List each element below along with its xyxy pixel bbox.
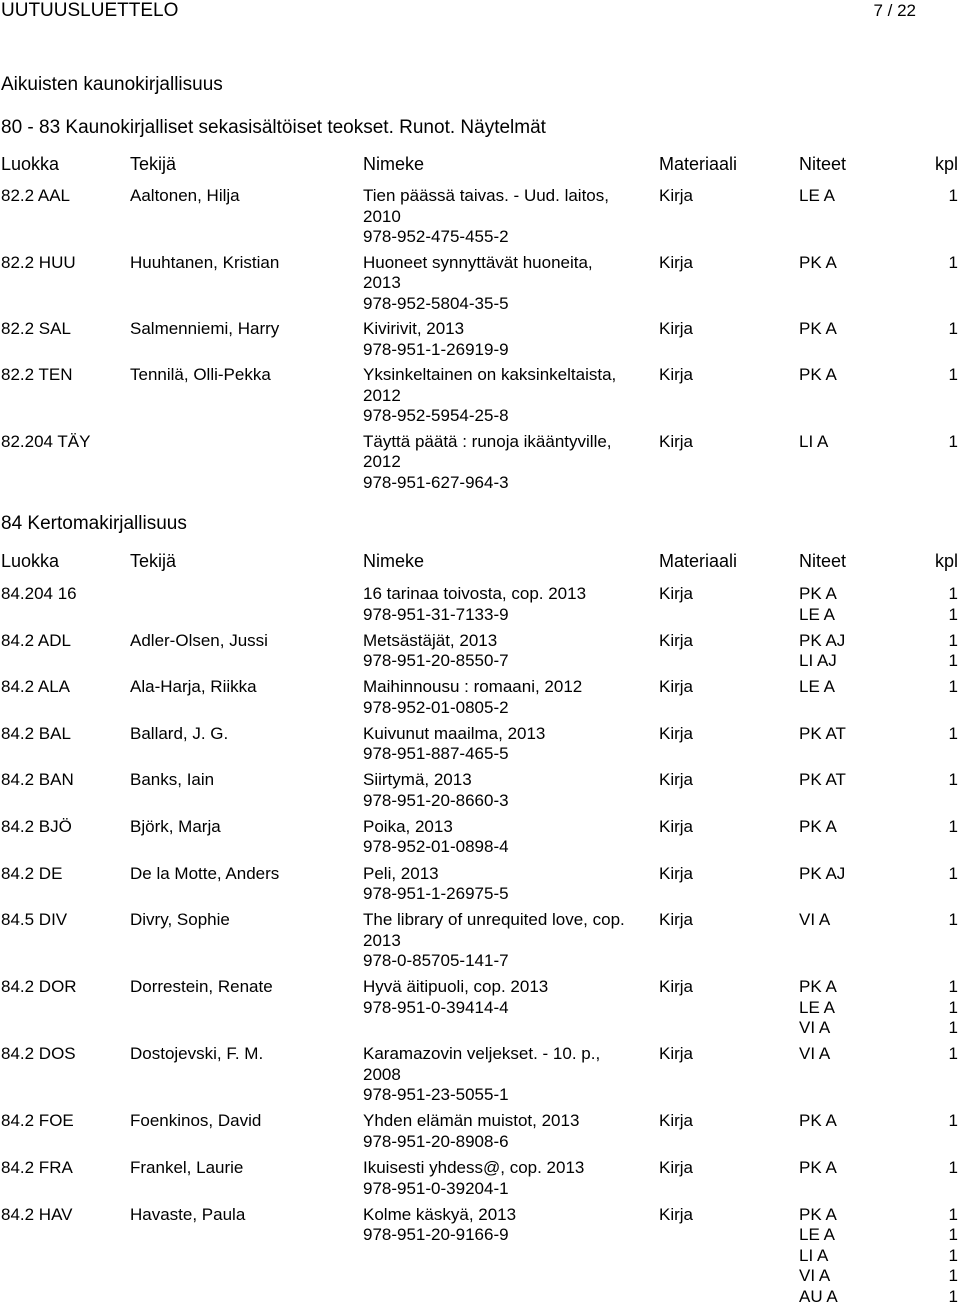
- catalog-row: [0, 631, 960, 678]
- catalog-row: [0, 365, 960, 432]
- material-cell: Kirja: [659, 186, 694, 205]
- luokka-cell: 84.2 BAL: [1, 723, 71, 743]
- copy-count: 1: [948, 1111, 958, 1131]
- title-cell: [363, 1044, 653, 1106]
- material-cell: Kirja: [659, 770, 694, 790]
- catalog-row: [0, 677, 960, 724]
- title-line: Poika, 2013: [363, 816, 453, 836]
- niteet-cell: [799, 1205, 838, 1308]
- title-line: Siirtymä, 2013: [363, 770, 472, 790]
- luokka-cell: 84.2 DE: [1, 863, 63, 883]
- catalog-row: [0, 724, 960, 771]
- column-header-luokka: Luokka: [1, 551, 60, 571]
- luokka-cell: 82.2 SAL: [1, 319, 71, 338]
- isbn: 978-0-85705-141-7: [363, 951, 509, 971]
- column-header-materiaali: Materiaali: [659, 551, 738, 571]
- copy-location: PK A: [799, 1158, 837, 1178]
- copy-location: LE A: [799, 677, 835, 697]
- title-line: Peli, 2013: [363, 863, 439, 883]
- author-cell: Huuhtanen, Kristian: [130, 252, 280, 272]
- material-cell: Kirja: [659, 1044, 694, 1064]
- title-line: 16 tarinaa toivosta, cop. 2013: [363, 584, 587, 603]
- title-line: Kuivunut maailma, 2013: [363, 723, 546, 743]
- copy-count: 1: [948, 1158, 958, 1178]
- kpl-cell: [949, 1044, 958, 1065]
- copy-location: PK A: [799, 252, 837, 272]
- copy-location: VI A: [799, 1044, 831, 1064]
- kpl-cell: [949, 432, 958, 453]
- kpl-cell: [949, 864, 958, 885]
- title-cell: [363, 910, 653, 972]
- section-title-80-83: 80 - 83 Kaunokirjalliset sekasisältöiset teokset. Runot. Näytelmät: [1, 117, 546, 138]
- title-line: Maihinnousu : romaani, 2012: [363, 677, 583, 697]
- author-cell: Tennilä, Olli-Pekka: [130, 365, 271, 384]
- title-cell: [363, 584, 653, 625]
- niteet-cell: [799, 677, 835, 698]
- niteet-cell: [799, 864, 845, 885]
- title-cell: [363, 864, 653, 905]
- kpl-cell: [949, 186, 958, 207]
- isbn: 978-951-20-8550-7: [363, 651, 509, 671]
- column-header-tekija: Tekijä: [130, 551, 177, 571]
- title-line: Yksinkeltainen on kaksinkeltaista,: [363, 365, 617, 384]
- kpl-cell: [949, 631, 958, 672]
- material-cell: Kirja: [659, 630, 694, 650]
- copy-location: LI AJ: [799, 651, 837, 671]
- isbn: 978-951-20-8660-3: [363, 790, 509, 810]
- title-line: Metsästäjät, 2013: [363, 630, 498, 650]
- isbn: 978-951-20-8908-6: [363, 1131, 509, 1151]
- copy-count: 1: [948, 604, 958, 624]
- column-header-nimeke: Nimeke: [363, 551, 425, 571]
- title-cell: [363, 724, 653, 765]
- luokka-cell: 82.204 TÄY: [1, 431, 91, 451]
- author-cell: Frankel, Laurie: [130, 1158, 244, 1178]
- title-line: Yhden elämän muistot, 2013: [363, 1111, 580, 1131]
- title-cell: [363, 631, 653, 672]
- title-line: 2010: [363, 206, 401, 226]
- luokka-cell: 84.5 DIV: [1, 910, 68, 930]
- niteet-cell: [799, 631, 845, 672]
- title-line: The library of unrequited love, cop.: [363, 910, 625, 930]
- copy-location: PK A: [799, 1111, 837, 1131]
- copy-count: 1: [948, 252, 958, 272]
- kpl-cell: [949, 253, 958, 274]
- copy-location: VI A: [799, 910, 831, 930]
- column-header-nimeke: Nimeke: [363, 154, 425, 174]
- material-cell: Kirja: [659, 365, 694, 384]
- catalog-row: [0, 432, 960, 499]
- copy-count: 1: [948, 1225, 958, 1245]
- copy-count: 1: [948, 1245, 958, 1265]
- copy-count: 1: [948, 677, 958, 697]
- author-cell: Foenkinos, David: [130, 1111, 262, 1131]
- copy-count: 1: [948, 910, 958, 930]
- material-cell: Kirja: [659, 319, 694, 338]
- kpl-cell: [949, 724, 958, 745]
- column-header-niteet: Niteet: [799, 551, 847, 571]
- author-cell: Banks, Iain: [130, 770, 215, 790]
- copy-location: PK AT: [799, 723, 846, 743]
- copy-location: PK A: [799, 365, 837, 384]
- niteet-cell: [799, 186, 835, 207]
- copy-location: PK A: [799, 816, 837, 836]
- luokka-cell: 82.2 TEN: [1, 365, 73, 384]
- niteet-cell: [799, 584, 837, 625]
- title-line: 2012: [363, 452, 401, 471]
- copy-count: 1: [948, 816, 958, 836]
- isbn: 978-951-20-9166-9: [363, 1225, 509, 1245]
- title-cell: [363, 770, 653, 811]
- copy-location: PK AJ: [799, 630, 846, 650]
- catalog-row: [0, 584, 960, 631]
- author-cell: De la Motte, Anders: [130, 863, 280, 883]
- niteet-cell: [799, 770, 846, 791]
- title-line: 2008: [363, 1064, 401, 1084]
- author-cell: Havaste, Paula: [130, 1204, 246, 1224]
- title-line: Ikuisesti yhdess@, cop. 2013: [363, 1158, 585, 1178]
- niteet-cell: [799, 724, 846, 745]
- copy-count: 1: [948, 1018, 958, 1038]
- luokka-cell: 82.2 HUU: [1, 252, 76, 272]
- copy-count: 1: [948, 997, 958, 1017]
- catalog-row: [0, 186, 960, 253]
- material-cell: Kirja: [659, 252, 694, 272]
- kpl-cell: [949, 770, 958, 791]
- title-cell: [363, 365, 653, 427]
- author-cell: Ala-Harja, Riikka: [130, 677, 257, 697]
- section-title-84: 84 Kertomakirjallisuus: [1, 513, 187, 534]
- kpl-cell: [949, 584, 958, 625]
- kpl-cell: [949, 1205, 958, 1308]
- kpl-cell: [949, 910, 958, 931]
- copy-location: PK A: [799, 1204, 837, 1224]
- luokka-cell: 84.2 ALA: [1, 677, 71, 697]
- luokka-cell: 84.2 BAN: [1, 770, 74, 790]
- niteet-cell: [799, 1158, 837, 1179]
- luokka-cell: 84.2 HAV: [1, 1204, 73, 1224]
- column-header-luokka: Luokka: [1, 154, 60, 174]
- title-line: 2012: [363, 385, 401, 405]
- material-cell: Kirja: [659, 910, 694, 930]
- material-cell: Kirja: [659, 677, 694, 697]
- kpl-cell: [949, 677, 958, 698]
- copy-count: 1: [948, 431, 958, 451]
- copy-location: VI A: [799, 1266, 831, 1286]
- title-line: 2013: [363, 930, 401, 950]
- title-cell: [363, 817, 653, 858]
- niteet-cell: [799, 977, 837, 1039]
- title-line: Kolme käskyä, 2013: [363, 1204, 517, 1224]
- copy-count: 1: [948, 365, 958, 384]
- copy-count: 1: [948, 863, 958, 883]
- catalog-row: [0, 977, 960, 1044]
- title-cell: [363, 1205, 653, 1246]
- copy-count: 1: [948, 1286, 958, 1306]
- isbn: 978-951-887-465-5: [363, 744, 509, 764]
- title-line: Karamazovin veljekset. - 10. p.,: [363, 1044, 601, 1064]
- document-title: UUTUUSLUETTELO: [1, 0, 179, 21]
- kpl-cell: [949, 817, 958, 838]
- copy-location: PK AJ: [799, 863, 846, 883]
- material-cell: Kirja: [659, 816, 694, 836]
- author-cell: Ballard, J. G.: [130, 723, 229, 743]
- niteet-cell: [799, 817, 837, 838]
- luokka-cell: 84.2 DOR: [1, 977, 77, 997]
- author-cell: Dorrestein, Renate: [130, 977, 273, 997]
- column-header-materiaali: Materiaali: [659, 154, 738, 174]
- copy-location: LE A: [799, 604, 835, 624]
- author-cell: Björk, Marja: [130, 816, 221, 836]
- title-line: 2013: [363, 273, 401, 292]
- copy-location: LE A: [799, 186, 835, 205]
- luokka-cell: 82.2 AAL: [1, 186, 71, 205]
- isbn: 978-951-1-26975-5: [363, 884, 509, 904]
- isbn: 978-951-0-39414-4: [363, 997, 509, 1017]
- title-cell: [363, 677, 653, 718]
- luokka-cell: 84.2 FOE: [1, 1111, 74, 1131]
- luokka-cell: 84.2 ADL: [1, 630, 71, 650]
- title-cell: [363, 977, 653, 1018]
- copy-count: 1: [948, 770, 958, 790]
- column-header-tekija: Tekijä: [130, 154, 177, 174]
- isbn: 978-952-5804-35-5: [363, 293, 509, 313]
- section-0-rows: [0, 186, 960, 498]
- kpl-cell: [949, 1111, 958, 1132]
- catalog-row: [0, 817, 960, 864]
- isbn: 978-951-0-39204-1: [363, 1178, 509, 1198]
- niteet-cell: [799, 253, 837, 274]
- section-1-rows: [0, 584, 960, 1313]
- author-cell: Dostojevski, F. M.: [130, 1044, 264, 1064]
- title-line: Tien päässä taivas. - Uud. laitos,: [363, 186, 609, 205]
- luokka-cell: 84.204 16: [1, 584, 77, 603]
- catalog-row: [0, 319, 960, 365]
- isbn: 978-952-01-0805-2: [363, 697, 509, 717]
- copy-location: PK A: [799, 319, 837, 338]
- isbn: 978-952-5954-25-8: [363, 406, 509, 425]
- material-cell: Kirja: [659, 1111, 694, 1131]
- isbn: 978-952-01-0898-4: [363, 837, 509, 857]
- material-cell: Kirja: [659, 431, 694, 451]
- niteet-cell: [799, 910, 830, 931]
- title-line: Huoneet synnyttävät huoneita,: [363, 252, 593, 272]
- author-cell: Divry, Sophie: [130, 910, 230, 930]
- copy-location: PK A: [799, 977, 837, 997]
- copy-location: LI A: [799, 431, 829, 451]
- kpl-cell: [949, 365, 958, 386]
- author-cell: Salmenniemi, Harry: [130, 319, 280, 338]
- copy-count: 1: [948, 977, 958, 997]
- copy-location: PK A: [799, 584, 837, 603]
- page-header: [0, 0, 960, 22]
- main-heading: Aikuisten kaunokirjallisuus: [1, 74, 223, 95]
- kpl-cell: [949, 319, 958, 340]
- niteet-cell: [799, 1044, 830, 1065]
- copy-location: VI A: [799, 1018, 831, 1038]
- luokka-cell: 84.2 DOS: [1, 1044, 76, 1064]
- catalog-row: [0, 253, 960, 320]
- niteet-cell: [799, 319, 837, 340]
- luokka-cell: 84.2 BJÖ: [1, 816, 72, 836]
- isbn: 978-951-1-26919-9: [363, 339, 509, 359]
- copy-location: AU A: [799, 1286, 838, 1306]
- title-cell: [363, 1158, 653, 1199]
- column-header-niteet: Niteet: [799, 154, 847, 174]
- title-cell: [363, 186, 653, 248]
- catalog-row: [0, 1044, 960, 1111]
- copy-location: PK AT: [799, 770, 846, 790]
- author-cell: Aaltonen, Hilja: [130, 186, 240, 205]
- copy-count: 1: [948, 630, 958, 650]
- title-cell: [363, 432, 653, 494]
- material-cell: Kirja: [659, 977, 694, 997]
- copy-count: 1: [948, 584, 958, 603]
- title-cell: [363, 1111, 653, 1152]
- copy-count: 1: [948, 651, 958, 671]
- niteet-cell: [799, 1111, 837, 1132]
- material-cell: Kirja: [659, 863, 694, 883]
- column-header-row: [0, 153, 960, 175]
- title-line: Hyvä äitipuoli, cop. 2013: [363, 977, 549, 997]
- title-line: Täyttä päätä : runoja ikääntyville,: [363, 431, 612, 451]
- material-cell: Kirja: [659, 1158, 694, 1178]
- isbn: 978-952-475-455-2: [363, 227, 509, 246]
- material-cell: Kirja: [659, 723, 694, 743]
- column-header-kpl: kpl: [934, 154, 958, 174]
- title-cell: [363, 253, 653, 315]
- isbn: 978-951-627-964-3: [363, 472, 509, 492]
- catalog-row: [0, 770, 960, 817]
- isbn: 978-951-31-7133-9: [363, 604, 509, 624]
- kpl-cell: [949, 1158, 958, 1179]
- copy-location: LE A: [799, 997, 835, 1017]
- page-number: 7 / 22: [873, 1, 916, 20]
- kpl-cell: [949, 977, 958, 1039]
- copy-count: 1: [948, 723, 958, 743]
- copy-location: LI A: [799, 1245, 829, 1265]
- copy-count: 1: [948, 1204, 958, 1224]
- niteet-cell: [799, 432, 828, 453]
- column-header-row: [0, 550, 960, 572]
- column-header-kpl: kpl: [934, 551, 958, 571]
- luokka-cell: 84.2 FRA: [1, 1158, 73, 1178]
- copy-count: 1: [948, 319, 958, 338]
- copy-count: 1: [948, 186, 958, 205]
- copy-count: 1: [948, 1266, 958, 1286]
- title-cell: [363, 319, 653, 360]
- niteet-cell: [799, 365, 837, 386]
- copy-location: LE A: [799, 1225, 835, 1245]
- catalog-row: [0, 910, 960, 977]
- material-cell: Kirja: [659, 1204, 694, 1224]
- catalog-row: [0, 1205, 960, 1313]
- material-cell: Kirja: [659, 584, 694, 603]
- catalog-row: [0, 864, 960, 911]
- author-cell: Adler-Olsen, Jussi: [130, 630, 268, 650]
- copy-count: 1: [948, 1044, 958, 1064]
- isbn: 978-951-23-5055-1: [363, 1085, 509, 1105]
- title-line: Kivirivit, 2013: [363, 319, 465, 338]
- catalog-row: [0, 1158, 960, 1205]
- catalog-row: [0, 1111, 960, 1158]
